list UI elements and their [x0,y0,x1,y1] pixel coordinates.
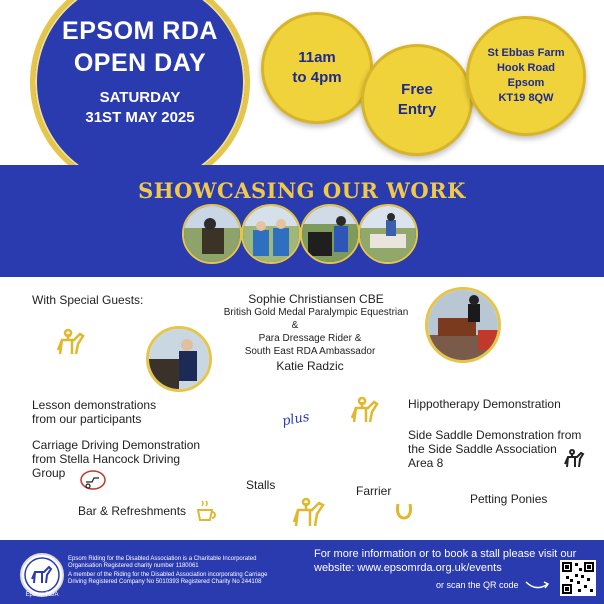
charity-line4: Driving Registered Company No 5010393 Registered Charity No 244108 [68,579,262,585]
charity-line1: Epsom Riding for the Disabled Association is a Charitable Incorporated [68,556,257,562]
sidesaddle-line3: Area 8 [408,456,444,470]
sidesaddle-line1: Side Saddle Demonstration from [408,428,582,442]
cup-icon [194,500,218,524]
guest2-title1: Para Dressage Rider & [258,333,362,344]
date-line1: SATURDAY [99,89,181,106]
title-circle [30,0,250,192]
address-line: Hook Road [496,62,556,74]
title-line2: OPEN DAY [73,49,207,77]
address-line: St Ebbas Farm [487,47,565,59]
participant-photo [358,204,418,264]
showcase-heading: SHOWCASING OUR WORK [138,178,466,203]
info-line1: For more information or to book a stall please visit our [314,548,577,560]
bar-label: Bar & Refreshments [78,504,187,518]
stalls-label: Stalls [246,478,276,492]
plus-label: plus [280,409,311,430]
entry-line1: Free [401,81,433,98]
guest2-name: Katie Radzic [276,359,344,373]
guests-label: With Special Guests: [32,293,144,307]
arrow-icon [524,578,552,592]
qr-caption: or scan the QR code [436,580,519,590]
rda-logo [20,553,64,597]
guest2-photo [146,326,212,392]
charity-line2: Organisation Registered charity number 1180061 [68,563,199,569]
title-line1: EPSOM RDA [62,17,218,45]
address-line: KT19 8QW [498,92,554,104]
guest1-photo [425,287,501,363]
lessons-line2: from our participants [32,412,142,426]
lessons-line1: Lesson demonstrations [32,398,157,412]
time-line2: to 4pm [292,69,342,86]
carriage-icon [80,470,106,490]
farrier-label: Farrier [356,484,392,498]
participant-photo [241,204,301,264]
horseshoe-icon [394,500,414,520]
address-line: Epsom [507,77,545,89]
participant-photo [300,204,360,264]
logo-text: Epsom RDA [25,592,59,598]
horse-rider-icon [562,448,586,470]
horse-rider-icon [52,326,86,360]
charity-line3: A member of the Riding for the Disabled Association incorporating Carriage [68,572,268,578]
horse-rider-icon [288,494,328,532]
time-circle [261,12,373,124]
carriage-line2: from Stella Hancock Driving [32,452,181,466]
hippotherapy-label: Hippotherapy Demonstration [408,397,561,411]
carriage-line1: Carriage Driving Demonstration [32,438,201,452]
qr-code[interactable] [560,560,596,596]
guest1-name: Sophie Christiansen CBE [248,292,384,306]
participant-photo [182,204,242,264]
horse-rider-icon [346,394,382,428]
ponies-label: Petting Ponies [470,492,548,506]
entry-circle [361,44,473,156]
guest1-title: British Gold Medal Paralympic Equestrian [223,307,409,318]
date-line2: 31ST MAY 2025 [85,109,195,126]
time-line1: 11am [298,49,336,66]
carriage-line3: Group [32,466,66,480]
ampersand: & [291,320,299,331]
entry-line2: Entry [397,101,437,118]
address-circle [466,16,586,136]
guest2-title2: South East RDA Ambassador [244,346,376,357]
info-line2[interactable]: website: www.epsomrda.org.uk/events [314,562,502,574]
sidesaddle-line2: the Side Saddle Association [408,442,557,456]
